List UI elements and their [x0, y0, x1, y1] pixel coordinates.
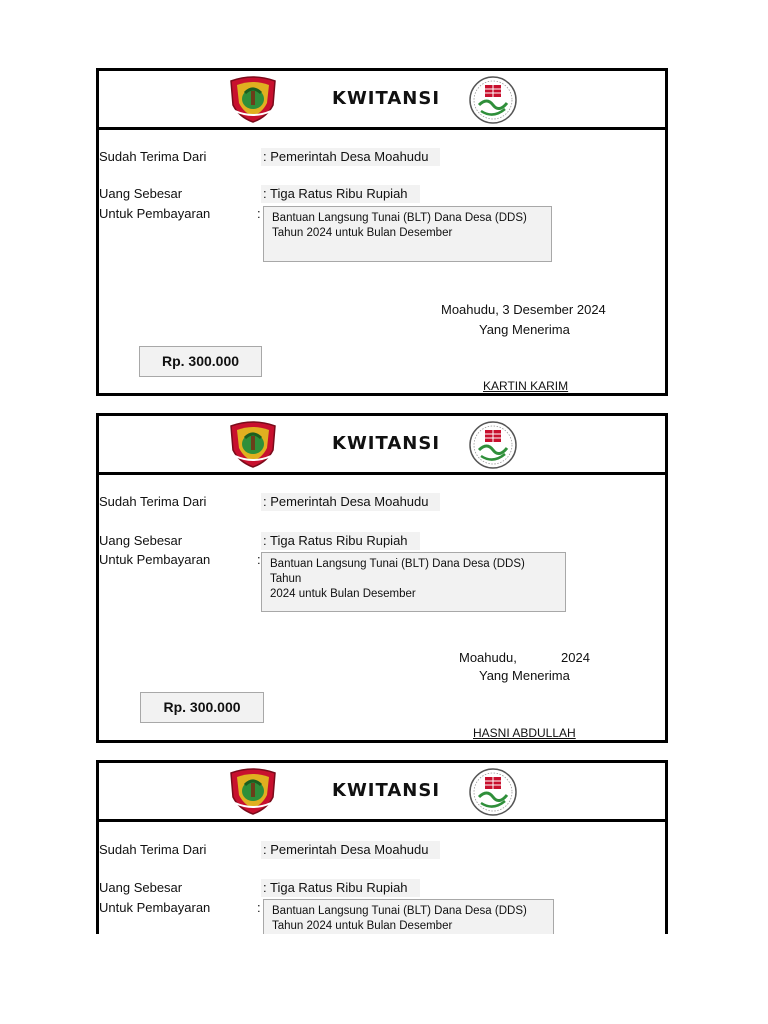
purpose-box	[261, 552, 566, 612]
receipt-title: KWITANSI	[332, 88, 441, 109]
amount-words-label: Uang Sebesar	[99, 880, 183, 895]
receiver-label: Yang Menerima	[479, 322, 570, 337]
receipt-title: KWITANSI	[332, 780, 441, 801]
amount-words-label: Uang Sebesar	[99, 186, 183, 201]
ministry-emblem-icon	[465, 420, 521, 470]
from-value: : Pemerintah Desa Moahudu	[261, 493, 440, 511]
purpose-box	[263, 899, 554, 939]
purpose-colon: :	[257, 552, 261, 567]
from-label: Sudah Terima Dari	[99, 494, 207, 509]
receipt-1	[96, 68, 668, 396]
purpose-label: Untuk Pembayaran	[99, 900, 211, 915]
from-value: : Pemerintah Desa Moahudu	[261, 841, 440, 859]
receipt-header	[99, 763, 665, 822]
purpose-line-1: Bantuan Langsung Tunai (BLT) Dana Desa (DDS) Tahun	[270, 558, 525, 585]
purpose-colon: :	[257, 206, 261, 221]
amount-words-value: : Tiga Ratus Ribu Rupiah	[261, 879, 420, 897]
from-label: Sudah Terima Dari	[99, 149, 207, 164]
amount-box: Rp. 300.000	[139, 346, 262, 377]
receiver-label: Yang Menerima	[479, 668, 570, 683]
receipt-header	[99, 71, 665, 130]
date-year: 2024	[561, 650, 590, 665]
purpose-label: Untuk Pembayaran	[99, 206, 211, 221]
from-value: : Pemerintah Desa Moahudu	[261, 148, 440, 166]
ministry-emblem-icon	[465, 767, 521, 817]
purpose-line-1: Bantuan Langsung Tunai (BLT) Dana Desa (DDS)	[272, 212, 527, 224]
regency-crest-icon	[227, 420, 279, 468]
receipt-2	[96, 413, 668, 743]
place-date: Moahudu, 3 Desember 2024	[441, 302, 606, 317]
signer-name: KARTIN KARIM	[483, 379, 569, 393]
receipt-title: KWITANSI	[332, 433, 441, 454]
amount-box: Rp. 300.000	[140, 692, 264, 723]
purpose-line-2: Tahun 2024 untuk Bulan Desember	[272, 920, 453, 932]
receipt-3	[96, 760, 668, 960]
signer-name: HASNI ABDULLAH	[473, 726, 576, 740]
purpose-box	[263, 206, 552, 262]
purpose-colon: :	[257, 900, 261, 915]
ministry-emblem-icon	[465, 75, 521, 125]
purpose-line-2: 2024 untuk Bulan Desember	[270, 588, 416, 600]
purpose-label: Untuk Pembayaran	[99, 552, 211, 567]
amount-words-value: : Tiga Ratus Ribu Rupiah	[261, 185, 420, 203]
amount-words-label: Uang Sebesar	[99, 533, 183, 548]
place-label: Moahudu,	[459, 650, 517, 665]
amount-words-value: : Tiga Ratus Ribu Rupiah	[261, 532, 420, 550]
from-label: Sudah Terima Dari	[99, 842, 207, 857]
page-bottom-margin	[0, 934, 768, 1024]
purpose-line-1: Bantuan Langsung Tunai (BLT) Dana Desa (DDS)	[272, 905, 527, 917]
purpose-line-2: Tahun 2024 untuk Bulan Desember	[272, 227, 453, 239]
regency-crest-icon	[227, 75, 279, 123]
receipt-header	[99, 416, 665, 475]
regency-crest-icon	[227, 767, 279, 815]
